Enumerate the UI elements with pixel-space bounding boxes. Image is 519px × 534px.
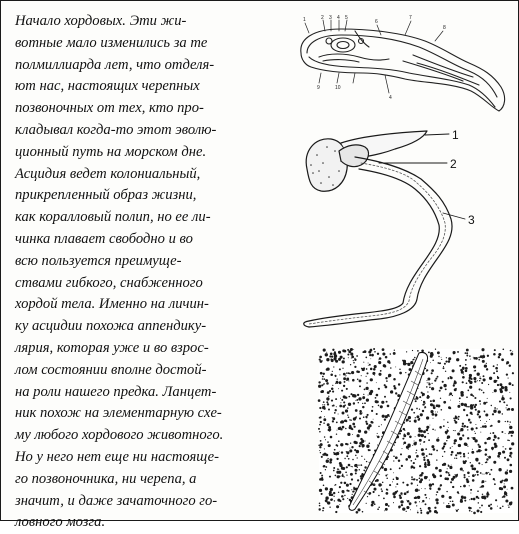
larva-label: 1 xyxy=(303,17,306,23)
text-line: вотные мало изменились за те xyxy=(15,34,208,51)
ascidian-larva-illustration xyxy=(293,11,513,116)
text-line: ствами гибкого, снабженного xyxy=(15,274,203,291)
lancelet-illustration xyxy=(319,349,513,513)
text-line: чинка плавает свободно и во xyxy=(15,230,193,247)
text-line: прикрепленный образ жизни, xyxy=(15,187,197,204)
larva-label: 10 xyxy=(335,85,341,91)
text-line: лом состоянии вполне достой- xyxy=(15,361,207,378)
larva-label: 9 xyxy=(317,85,320,91)
text-line: Асцидия ведет колониальный, xyxy=(15,165,201,182)
text-line: ют нас, настоящих черепных xyxy=(15,78,200,95)
text-line: Начало хордовых. Эти жи- xyxy=(15,13,187,29)
text-line: го позвоночника, ни черепа, а xyxy=(15,470,197,487)
larva-label: 3 xyxy=(329,15,332,21)
text-line: ционный путь на морском дне. xyxy=(15,143,207,160)
callout-1: 1 xyxy=(452,128,459,142)
larva-label: 2 xyxy=(321,15,324,21)
text-line: лярия, которая уже и во взрос- xyxy=(15,339,209,356)
appendicularia-illustration xyxy=(299,121,499,341)
text-line: му любого хордового животного. xyxy=(15,427,224,444)
text-line: ловного мозга. xyxy=(15,514,106,531)
larva-label: 4 xyxy=(337,15,340,21)
text-line: полмиллиарда лет, что отделя- xyxy=(15,56,215,73)
larva-label: 8 xyxy=(443,25,446,31)
callout-2: 2 xyxy=(450,157,457,171)
text-line: всю пользуется преимуще- xyxy=(15,252,182,269)
text-line: кладывал когда-то этот эволю- xyxy=(15,121,217,138)
text-line: хордой тела. Именно на личин- xyxy=(15,296,209,313)
text-line: ку асцидии похожа аппендику- xyxy=(15,318,207,335)
text-line: как коралловый полип, но ее ли- xyxy=(15,209,211,226)
text-line: ник похож на элементарную схе- xyxy=(15,405,222,422)
text-line: на роли нашего предка. Ланцет- xyxy=(15,383,217,400)
larva-label: 4 xyxy=(389,95,392,101)
larva-label: 7 xyxy=(409,15,412,21)
text-line: значит, и даже зачаточного го- xyxy=(15,492,218,509)
text-line: позвоночных от тех, кто про- xyxy=(15,100,204,117)
larva-label: 6 xyxy=(375,19,378,25)
article-text xyxy=(15,11,305,534)
text-line: Но у него нет еще ни настояще- xyxy=(15,448,220,465)
callout-3: 3 xyxy=(468,213,475,227)
larva-label: 5 xyxy=(345,15,348,21)
